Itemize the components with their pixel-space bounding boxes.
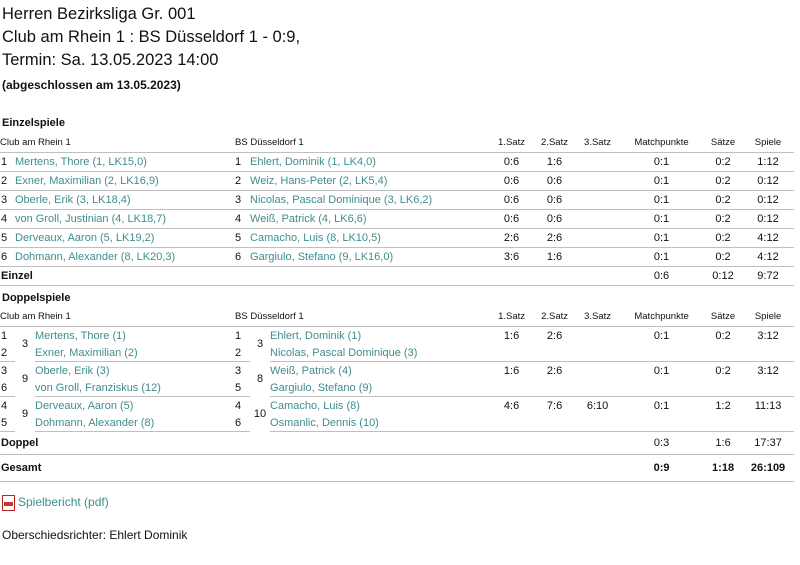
set3-score (576, 248, 619, 267)
player-number: 2 (0, 172, 15, 191)
singles-total-mp: 0:6 (619, 267, 704, 286)
matchpoints: 0:1 (653, 364, 670, 377)
player-number: 4 (0, 210, 15, 229)
away-player-link[interactable]: Ehlert, Dominik (1, LK4,0) (250, 153, 490, 172)
singles-total-label: Einzel (0, 267, 619, 286)
games: 0:12 (742, 210, 794, 229)
singles-row (0, 210, 794, 229)
away-player-link[interactable]: Gargiulo, Stefano (9, LK16,0) (250, 248, 490, 267)
matchpoints: 0:1 (653, 329, 670, 342)
doubles-row (0, 379, 794, 397)
matchpoints: 0:1 (653, 399, 670, 412)
header-away: BS Düsseldorf 1 (235, 133, 490, 153)
grand-total-label: Gesamt (0, 455, 619, 482)
home-player-link[interactable]: Oberle, Erik (3, LK18,4) (15, 191, 235, 210)
set3-score (576, 362, 619, 380)
pair-position: 3 (21, 338, 29, 351)
header-games: Spiele (742, 133, 794, 153)
header-matchpoints: Matchpunkte (619, 307, 704, 327)
header-set2: 2.Satz (533, 307, 576, 327)
doubles-total-mp: 0:3 (619, 432, 704, 455)
player-number: 1 (235, 153, 250, 172)
home-player-link[interactable]: Derveaux, Aaron (5, LK19,2) (15, 229, 235, 248)
sets: 0:2 (704, 191, 742, 210)
doubles-total-sets: 1:6 (704, 432, 742, 455)
match-report-link[interactable]: Spielbericht (pdf) (18, 495, 109, 509)
away-player-link[interactable]: Gargiulo, Stefano (9) (270, 379, 490, 397)
player-number: 4 (235, 210, 250, 229)
player-number: 1 (0, 153, 15, 172)
singles-total-games: 9:72 (742, 267, 794, 286)
sets: 0:2 (715, 364, 731, 377)
set2-score: 2:6 (533, 229, 576, 248)
set2-score: 7:6 (546, 399, 563, 412)
home-player-link[interactable]: Exner, Maximilian (2, LK16,9) (15, 172, 235, 191)
pair-position: 3 (256, 338, 264, 351)
matchpoints: 0:1 (619, 172, 704, 191)
games: 3:12 (757, 329, 779, 342)
singles-row (0, 153, 794, 172)
games: 11:13 (754, 399, 782, 412)
matchpoints: 0:1 (619, 210, 704, 229)
games: 0:12 (742, 172, 794, 191)
player-number: 3 (1, 364, 8, 377)
set2-score: 2:6 (546, 329, 563, 342)
home-player-link[interactable]: von Groll, Justinian (4, LK18,7) (15, 210, 235, 229)
doubles-total-row (0, 432, 794, 455)
home-player-link[interactable]: Dohmann, Alexander (8) (35, 414, 235, 432)
player-number: 3 (235, 191, 250, 210)
header-set2: 2.Satz (533, 133, 576, 153)
empty-cell (490, 414, 794, 432)
home-player-link[interactable]: von Groll, Franziskus (12) (35, 379, 235, 397)
pdf-icon[interactable] (2, 495, 15, 511)
matchpoints: 0:1 (619, 229, 704, 248)
grand-total-row (0, 455, 794, 482)
player-number: 2 (235, 344, 250, 362)
header-matchpoints: Matchpunkte (619, 133, 704, 153)
header-sets: Sätze (704, 307, 742, 327)
header-home: Club am Rhein 1 (0, 307, 235, 327)
set1-score: 1:6 (503, 364, 520, 377)
set1-score: 2:6 (490, 229, 533, 248)
grand-total-sets: 1:18 (704, 455, 742, 482)
singles-row (0, 191, 794, 210)
set3-score (576, 210, 619, 229)
singles-total-row (0, 267, 794, 286)
singles-row (0, 248, 794, 267)
header-away: BS Düsseldorf 1 (235, 307, 490, 327)
games: 0:12 (742, 191, 794, 210)
section-title-doppel: Doppelspiele (2, 292, 71, 304)
set3-score (576, 153, 619, 172)
doubles-row (0, 344, 794, 362)
player-number: 4 (235, 399, 242, 412)
player-number: 1 (235, 329, 242, 342)
player-number: 2 (235, 172, 250, 191)
singles-row (0, 229, 794, 248)
set1-score: 0:6 (490, 191, 533, 210)
set2-score: 1:6 (533, 248, 576, 267)
set3-score (576, 172, 619, 191)
player-number: 3 (0, 191, 15, 210)
player-number: 6 (235, 414, 250, 432)
games: 1:12 (742, 153, 794, 172)
header-set1: 1.Satz (490, 133, 533, 153)
player-number: 6 (0, 248, 15, 267)
set3-score (576, 327, 619, 345)
doubles-row (0, 362, 794, 380)
set2-score: 1:6 (533, 153, 576, 172)
sets: 0:2 (704, 229, 742, 248)
doubles-total-games: 17:37 (742, 432, 794, 455)
set2-score: 2:6 (546, 364, 563, 377)
pair-position: 10 (253, 408, 267, 420)
doubles-row (0, 397, 794, 415)
away-player-link[interactable]: Osmanlic, Dennis (10) (270, 414, 490, 432)
set3-score (576, 229, 619, 248)
games: 4:12 (742, 248, 794, 267)
player-number: 5 (235, 379, 250, 397)
away-player-link[interactable]: Ehlert, Dominik (1) (270, 329, 362, 342)
away-player-link[interactable]: Camacho, Luis (8) (270, 399, 360, 412)
set2-score: 0:6 (533, 210, 576, 229)
header-home: Club am Rhein 1 (0, 133, 235, 153)
set3-score: 6:10 (586, 399, 609, 412)
sets: 0:2 (715, 329, 731, 342)
away-player-link[interactable]: Camacho, Luis (8, LK10,5) (250, 229, 490, 248)
grand-total-games: 26:109 (742, 455, 794, 482)
referee-info: Oberschiedsrichter: Ehlert Dominik (2, 528, 188, 542)
league-title: Herren Bezirksliga Gr. 001 (2, 5, 196, 23)
games: 4:12 (742, 229, 794, 248)
player-number: 5 (0, 414, 15, 432)
doubles-table (0, 307, 794, 482)
home-player-link[interactable]: Oberle, Erik (3) (35, 364, 110, 377)
singles-table (0, 133, 794, 286)
match-date: Termin: Sa. 13.05.2023 14:00 (2, 51, 219, 69)
home-player-link[interactable]: Mertens, Thore (1) (35, 329, 126, 342)
set1-score: 0:6 (490, 172, 533, 191)
away-player-link[interactable]: Weiß, Patrick (4) (270, 364, 352, 377)
match-title: Club am Rhein 1 : BS Düsseldorf 1 - 0:9, (2, 28, 301, 46)
away-player-link[interactable]: Weiß, Patrick (4, LK6,6) (250, 210, 490, 229)
pair-position: 9 (21, 408, 29, 420)
empty-cell (490, 379, 794, 397)
player-number: 3 (235, 364, 242, 377)
sets: 0:2 (704, 153, 742, 172)
away-player-link[interactable]: Nicolas, Pascal Dominique (3, LK6,2) (250, 191, 490, 210)
header-sets: Sätze (704, 133, 742, 153)
player-number: 6 (235, 248, 250, 267)
games: 3:12 (757, 364, 779, 377)
grand-total-mp: 0:9 (619, 455, 704, 482)
home-player-link[interactable]: Derveaux, Aaron (5) (35, 399, 134, 412)
set1-score: 1:6 (503, 329, 520, 342)
away-player-link[interactable]: Nicolas, Pascal Dominique (3) (270, 344, 490, 362)
sets: 1:2 (715, 399, 731, 412)
player-number: 5 (0, 229, 15, 248)
set1-score: 3:6 (490, 248, 533, 267)
player-number: 1 (1, 329, 8, 342)
sets: 0:2 (704, 248, 742, 267)
header-set3: 3.Satz (576, 133, 619, 153)
matchpoints: 0:1 (619, 248, 704, 267)
set1-score: 0:6 (490, 210, 533, 229)
away-player-link[interactable]: Weiz, Hans-Peter (2, LK5,4) (250, 172, 490, 191)
set1-score: 0:6 (490, 153, 533, 172)
section-title-einzel: Einzelspiele (2, 117, 65, 129)
player-number: 2 (0, 344, 15, 362)
home-player-link[interactable]: Exner, Maximilian (2) (35, 344, 235, 362)
home-player-link[interactable]: Mertens, Thore (1, LK15,0) (15, 153, 235, 172)
match-status: (abgeschlossen am 13.05.2023) (2, 78, 181, 92)
player-number: 6 (0, 379, 15, 397)
doubles-total-label: Doppel (0, 432, 619, 455)
matchpoints: 0:1 (619, 153, 704, 172)
matchpoints: 0:1 (619, 191, 704, 210)
home-player-link[interactable]: Dohmann, Alexander (8, LK20,3) (15, 248, 235, 267)
singles-row (0, 172, 794, 191)
set3-score (576, 191, 619, 210)
sets: 0:2 (704, 210, 742, 229)
pair-position: 9 (21, 373, 29, 385)
set2-score: 0:6 (533, 191, 576, 210)
pair-position: 8 (256, 373, 264, 385)
sets: 0:2 (704, 172, 742, 191)
set2-score: 0:6 (533, 172, 576, 191)
header-games: Spiele (742, 307, 794, 327)
player-number: 5 (235, 229, 250, 248)
set1-score: 4:6 (503, 399, 520, 412)
header-set3: 3.Satz (576, 307, 619, 327)
empty-cell (490, 344, 794, 362)
doubles-row (0, 414, 794, 432)
doubles-row (0, 327, 794, 345)
player-number: 4 (1, 399, 8, 412)
singles-total-sets: 0:12 (704, 267, 742, 286)
header-set1: 1.Satz (490, 307, 533, 327)
